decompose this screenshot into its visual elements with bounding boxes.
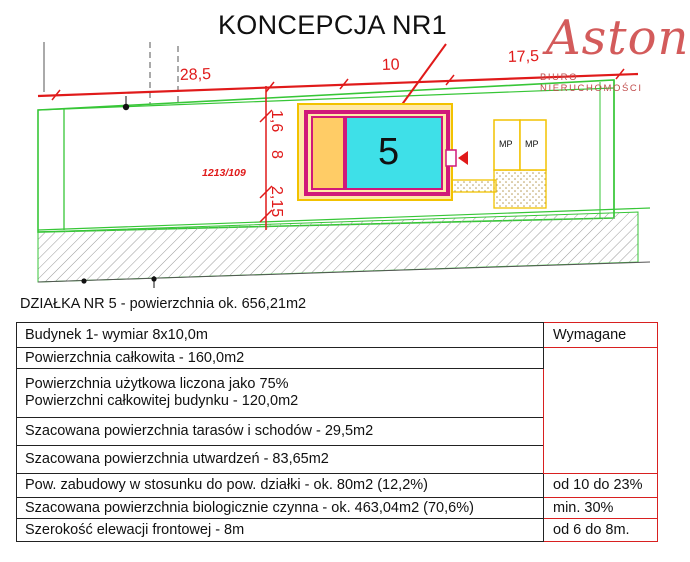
table-row: [17, 348, 658, 369]
table-row: [17, 519, 658, 542]
table-cell-desc: [17, 369, 544, 418]
spec-table: [16, 322, 658, 542]
table-cell-required: od 10 do 23%: [544, 474, 658, 498]
table-cell-line: Powierzchnia użytkowa liczona jako 75%: [25, 376, 289, 392]
table-cell-desc: Budynek 1- wymiar 8x10,0m: [17, 323, 544, 348]
neighbor-outline: [150, 42, 178, 108]
building-number: 5: [378, 131, 400, 173]
logo-tagline: BIURO NIERUCHOMOŚCI: [540, 72, 643, 94]
table-cell-desc: Szacowana powierzchnia biologicznie czynna - ok. 463,04m2 (70,6%): [17, 498, 544, 519]
dimension-top-2: 10: [381, 56, 400, 74]
logo-wordmark: Aston: [546, 10, 690, 66]
table-cell-required: od 6 do 8m.: [544, 519, 658, 542]
table-cell-desc: Szerokość elewacji frontowej - 8m: [17, 519, 544, 542]
parking-label-1: MP: [499, 139, 513, 149]
table-cell-required-empty: [544, 348, 658, 474]
parcel-label: 1213/109: [202, 167, 246, 179]
parking-area: [494, 170, 546, 208]
plot-heading: DZIAŁKA NR 5 - powierzchnia ok. 656,21m2: [20, 296, 307, 312]
table-row: [17, 323, 658, 348]
entrance-box: [446, 150, 456, 166]
table-cell-required: min. 30%: [544, 498, 658, 519]
dimension-side-3: 2,15: [268, 186, 285, 218]
dimension-side-2: 8: [268, 150, 285, 159]
table-cell-desc: Szacowana powierzchnia tarasów i schodów - 29,5m2: [17, 418, 544, 446]
table-cell-desc: Pow. zabudowy w stosunku do pow. działki - ok. 80m2 (12,2%): [17, 474, 544, 498]
table-cell-required: Wymagane: [544, 323, 658, 348]
dimension-side-1: 1,6: [268, 110, 285, 133]
table-cell-line: Powierzchni całkowitej budynku - 120,0m2: [25, 393, 299, 409]
aston-logo: [507, 10, 690, 94]
table-row: [17, 498, 658, 519]
parking-label-2: MP: [525, 139, 539, 149]
dimension-top-3: 17,5: [507, 47, 540, 66]
concept-title: KONCEPCJA NR1: [218, 10, 447, 40]
terrace: [312, 117, 344, 189]
driveway: [452, 180, 496, 192]
table-row: [17, 474, 658, 498]
dimension-top-1: 28,5: [179, 65, 212, 84]
table-cell-desc: Powierzchnia całkowita - 160,0m2: [17, 348, 544, 369]
table-cell-desc: Szacowana powierzchnia utwardzeń - 83,65m2: [17, 446, 544, 474]
